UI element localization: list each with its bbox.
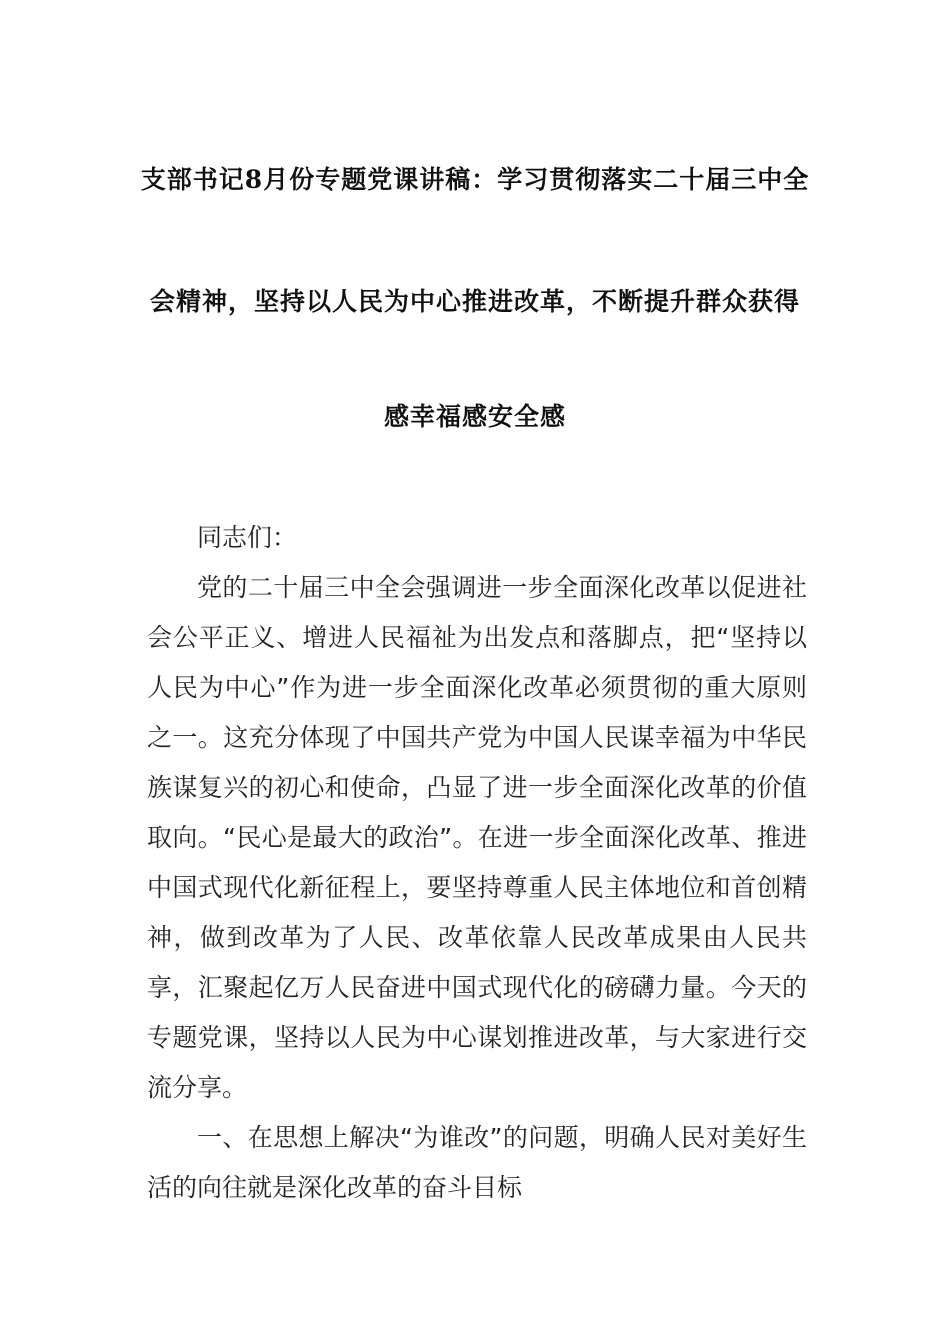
document-title-line-1: 支部书记8月份专题党课讲稿：学习贯彻落实二十届三中全	[140, 165, 810, 194]
body-paragraphs	[147, 563, 807, 1213]
document-title-line-2: 会精神，坚持以人民为中心推进改革，不断提升群众获得	[149, 287, 800, 316]
paragraph-section-one-heading: 一、在思想上解决“为谁改”的问题，明确人民对美好生活的向往就是深化改革的奋斗目标	[147, 1123, 807, 1202]
salutation-block	[147, 513, 807, 563]
paragraph-intro: 党的二十届三中全会强调进一步全面深化改革以促进社会公平正义、增进人民福祉为出发点和落脚点，把“坚持以人民为中心”作为进一步全面深化改革必须贯彻的重大原则之一。这充分体现了中国共产党为中国人民谋幸福为中华民族谋复兴的初心和使命，凸显了进一步全面深化改革的价值取向。“民心是最大的政治”。在进一步全面深化改革、推进中国式现代化新征程上，要坚持尊重人民主体地位和首创精神，做到改革为了人民、改革依靠人民改革成果由人民共享，汇聚起亿万人民奋进中国式现代化的磅礴力量。今天的专题党课，坚持以人民为中心谋划推进改革，与大家进行交流分享。	[147, 573, 807, 1102]
document-title-line-3: 感幸福感安全感	[383, 402, 566, 431]
salutation: 同志们：	[197, 523, 298, 552]
